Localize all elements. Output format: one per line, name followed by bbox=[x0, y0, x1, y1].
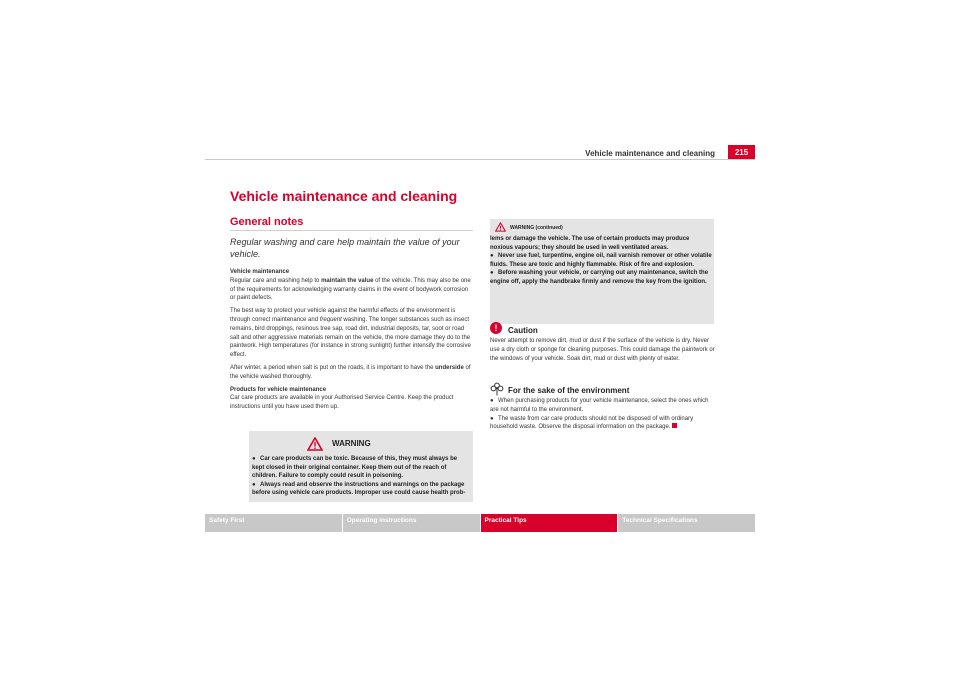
warning-triangle-icon bbox=[307, 437, 323, 451]
warning-bullet bbox=[252, 455, 470, 481]
bullet-icon: ● bbox=[490, 415, 494, 422]
tab-technical-specifications[interactable]: Technical Specifications bbox=[618, 514, 755, 532]
bullet-icon: ● bbox=[490, 253, 494, 260]
text: Before washing your vehicle, or carrying out any maintenance, switch the engine off, apply the handbrake firmly and remove the key from the ignition. bbox=[490, 270, 709, 285]
environment-bullet bbox=[490, 415, 715, 433]
bullet-icon: ● bbox=[252, 456, 256, 462]
tab-practical-tips[interactable]: Practical Tips bbox=[481, 514, 618, 532]
text: of the vehicle washed thoroughly. bbox=[230, 364, 471, 380]
paragraph-underside bbox=[230, 364, 473, 382]
text: After winter, a period when salt is put on the roads, it is important to have the bbox=[230, 364, 436, 371]
text: washing. The longer substances such as insect remains, bird droppings, resinous tree sap, road dirt, industrial deposits, tar, soot or road salt and other aggressive materials remain on the vehicle, the more damage they do to the paintwork. High temperatures (for instance in strong sunlight) further intensify the corrosive effect. bbox=[230, 316, 471, 359]
warning-body bbox=[252, 455, 470, 498]
warning-continued-label: WARNING (continued) bbox=[510, 225, 563, 231]
environment-bullet bbox=[490, 397, 715, 415]
warning-bullet bbox=[252, 481, 470, 498]
section-title: General notes bbox=[230, 216, 304, 228]
footer-tabs bbox=[205, 514, 755, 532]
text: of the vehicle. This may also be one of the requirements for acknowledging warranty claims in the event of bodywork corrosion or paint defects. bbox=[230, 277, 471, 302]
subhead-products: Products for vehicle maintenance bbox=[230, 386, 327, 393]
running-title: Vehicle maintenance and cleaning bbox=[585, 149, 715, 158]
subhead-vehicle-maintenance: Vehicle maintenance bbox=[230, 269, 290, 275]
section-rule bbox=[230, 230, 473, 231]
caution-text: Never attempt to remove dirt, mud or dust if the surface of the vehicle is dry. Never use a dry cloth or sponge for cleaning purposes. This could damage the paintwork or the windows of your vehicle. Soak dirt, mud or dust with plenty of water. bbox=[490, 338, 715, 362]
text: The waste from car care products should not be disposed of with ordinary household waste. Observe the disposal information on the package. bbox=[490, 415, 694, 431]
page-title: Vehicle maintenance and cleaning bbox=[230, 188, 458, 204]
warning-triangle-icon bbox=[495, 222, 506, 232]
end-of-section-icon bbox=[672, 423, 677, 428]
section-lead: Regular washing and care help maintain the value of your vehicle. bbox=[230, 237, 460, 259]
bullet-icon: ● bbox=[490, 398, 494, 404]
warning-continued-box bbox=[490, 219, 714, 324]
left-column bbox=[230, 268, 473, 416]
text: Car care products can be toxic. Because of this, they must always be kept closed in their original container. Keep them out of the reach of children. Failure to comply could result in poisoning. bbox=[252, 456, 458, 480]
environment-label: For the sake of the environment bbox=[508, 386, 630, 395]
paragraph-products: Car care products are available in your Authorised Service Centre. Keep the product instructions until you have used them up. bbox=[230, 395, 454, 411]
caution-label: Caution bbox=[508, 326, 538, 335]
text: Never use fuel, turpentine, engine oil, nail varnish remover or other volatile fluids. These are toxic and highly flammable. Risk of fire and explosion. bbox=[490, 253, 712, 268]
warning-box bbox=[249, 431, 473, 502]
bullet-icon: ● bbox=[490, 270, 494, 277]
text: Regular care and washing help to bbox=[230, 277, 322, 284]
text: Always read and observe the instructions and warnings on the package before using vehicle care products. Improper use could cause health prob- bbox=[252, 481, 466, 497]
warning-bullet bbox=[490, 269, 712, 286]
text: The best way to protect your vehicle against the harmful effects of the environment is through correct maintenance and bbox=[230, 308, 456, 323]
paragraph-maintain-value bbox=[230, 277, 473, 303]
warning-header bbox=[249, 437, 473, 451]
tab-safety-first[interactable]: Safety First bbox=[205, 514, 342, 532]
warning-continued-body bbox=[490, 235, 712, 287]
paragraph-environment-effects bbox=[230, 307, 473, 360]
warning-continued-text: lems or damage the vehicle. The use of certain products may produce noxious vapours; they should be used in well ventilated areas. bbox=[490, 236, 690, 251]
header-rule bbox=[205, 159, 755, 160]
page-number: 215 bbox=[728, 145, 755, 160]
emphasis: frequent bbox=[319, 316, 342, 323]
emphasis: underside bbox=[435, 364, 464, 371]
warning-bullet bbox=[490, 252, 712, 269]
tab-operating-instructions[interactable]: Operating instructions bbox=[343, 514, 480, 532]
environment-body bbox=[490, 397, 715, 432]
bullet-icon: ● bbox=[252, 481, 256, 488]
emphasis: maintain the value bbox=[321, 277, 374, 284]
caution-exclamation-icon: ! bbox=[490, 322, 502, 334]
text: When purchasing products for your vehicle maintenance, select the ones which are not harmful to the environment. bbox=[490, 398, 709, 413]
environment-flower-icon bbox=[490, 382, 504, 396]
warning-label: WARNING bbox=[332, 439, 371, 448]
